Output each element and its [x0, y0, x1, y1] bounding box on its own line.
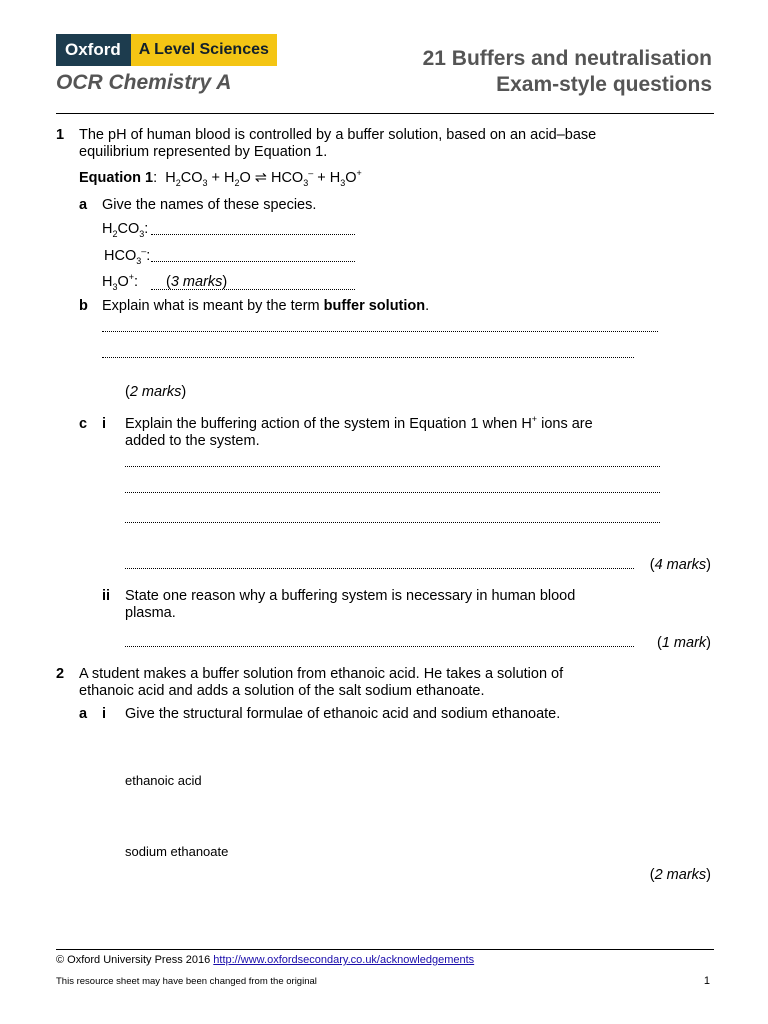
q1ci-label: i — [102, 416, 107, 432]
q1b-text-main: Explain what is meant by the term — [102, 298, 320, 314]
q1cii-marks-text: 1 mark — [661, 635, 707, 651]
q2ai-text: Give the structural formulae of ethanoic acid and sodium ethanoate. — [125, 706, 561, 722]
q1a-marks: (3 marks) — [166, 274, 228, 290]
q1cii-marks: (1 mark) — [656, 635, 711, 651]
course-name: OCR Chemistry A — [56, 71, 232, 94]
q1a-marks-text: 3 marks — [170, 274, 223, 290]
page-title — [423, 46, 712, 98]
q1ci-answer-line-4[interactable] — [125, 568, 634, 569]
ethanoic-acid-label: ethanoic acid — [125, 773, 202, 788]
q1cii-text-line-1: State one reason why a buffering system is necessary in human blood — [125, 588, 576, 604]
logo-oxford: Oxford — [56, 34, 131, 66]
species-h3o: $H_3O^+$: — [102, 272, 139, 292]
q1ci-answer-line-1[interactable] — [125, 466, 660, 467]
q1a-label: a — [79, 197, 88, 213]
q1b-answer-line-2[interactable] — [102, 357, 634, 358]
q1ci-answer-line-2[interactable] — [125, 492, 660, 493]
q1c-label: c — [79, 416, 88, 432]
q1ci-text-line-1: Explain the buffering action of the system in Equation 1 when H+ ions are — [125, 414, 593, 432]
q1cii-text-line-2: plasma. — [125, 605, 176, 621]
equation-body: $H_2CO_3 + H_2O$ ⇌ $HCO_3^- + H_3O^+$ — [165, 168, 362, 188]
q1b-label: b — [79, 298, 88, 314]
q1b-marks-text: 2 marks — [129, 384, 182, 400]
page-number: 1 — [703, 975, 710, 987]
equation-label: Equation 1 — [79, 170, 154, 186]
q1ci-text-line-1-main: Explain the buffering action of the system in Equation 1 when H — [125, 416, 532, 432]
q2-intro — [79, 666, 563, 700]
footer-copyright — [56, 954, 474, 966]
q2-number: 2 — [56, 666, 65, 682]
answer-line-h2co3[interactable] — [151, 234, 355, 235]
q2ai-label: i — [102, 706, 107, 722]
logo-a-level-sciences: A Level Sciences — [131, 34, 277, 66]
q2-intro-line-1: A student makes a buffer solution from ethanoic acid. He takes a solution of — [79, 666, 564, 682]
q2a-label: a — [79, 706, 88, 722]
q1-intro-line-1: The pH of human blood is controlled by a buffer solution, based on an acid–base — [79, 127, 597, 143]
footer-note: This resource sheet may have been changed from the original — [56, 976, 317, 987]
q2-intro-line-2: ethanoic acid and adds a solution of the salt sodium ethanoate. — [79, 683, 485, 699]
species-h2co3: $H_2CO_3$: — [102, 221, 149, 239]
q1b-text: Explain what is meant by the term buffer solution. — [102, 298, 430, 314]
q1-intro — [79, 127, 596, 161]
q1ci-marks-text: 4 marks — [654, 557, 707, 573]
species-hco3: $HCO_3^-$: — [104, 246, 151, 266]
copyright-text: © Oxford University Press 2016 — [56, 954, 211, 966]
q1cii-text — [125, 588, 575, 622]
answer-line-hco3[interactable] — [151, 261, 355, 262]
q1a-text: Give the names of these species. — [102, 197, 317, 213]
title-line-2: Exam-style questions — [496, 73, 712, 96]
q1ci-text — [125, 416, 593, 450]
acknowledgements-link[interactable]: http://www.oxfordsecondary.co.uk/acknowledgements — [213, 954, 475, 966]
q1ci-text-line-1-end: ions are — [541, 416, 593, 432]
q1-number: 1 — [56, 127, 65, 143]
q1ci-marks: (4 marks) — [649, 557, 711, 573]
header-rule — [56, 113, 714, 114]
oxford-logo — [56, 34, 277, 66]
q1ci-answer-line-3[interactable] — [125, 522, 660, 523]
footer-rule — [56, 949, 714, 950]
q1cii-answer-line[interactable] — [125, 646, 634, 647]
q1b-marks: (2 marks) — [125, 384, 187, 400]
q2-marks-text: 2 marks — [654, 867, 707, 883]
q1-intro-line-2: equilibrium represented by Equation 1. — [79, 144, 328, 160]
title-line-1: 21 Buffers and neutralisation — [422, 47, 712, 70]
q1cii-label: ii — [102, 588, 111, 604]
q1b-answer-line-1[interactable] — [102, 331, 658, 332]
q1ci-text-line-2: added to the system. — [125, 433, 260, 449]
equation-1: Equation 1: $H_2CO_3 + H_2O$ ⇌ $HCO_3^- + H_3O^+$ — [79, 168, 362, 188]
sodium-ethanoate-label: sodium ethanoate — [125, 844, 229, 859]
q1b-term: buffer solution — [323, 298, 426, 314]
q2-marks: (2 marks) — [649, 867, 711, 883]
